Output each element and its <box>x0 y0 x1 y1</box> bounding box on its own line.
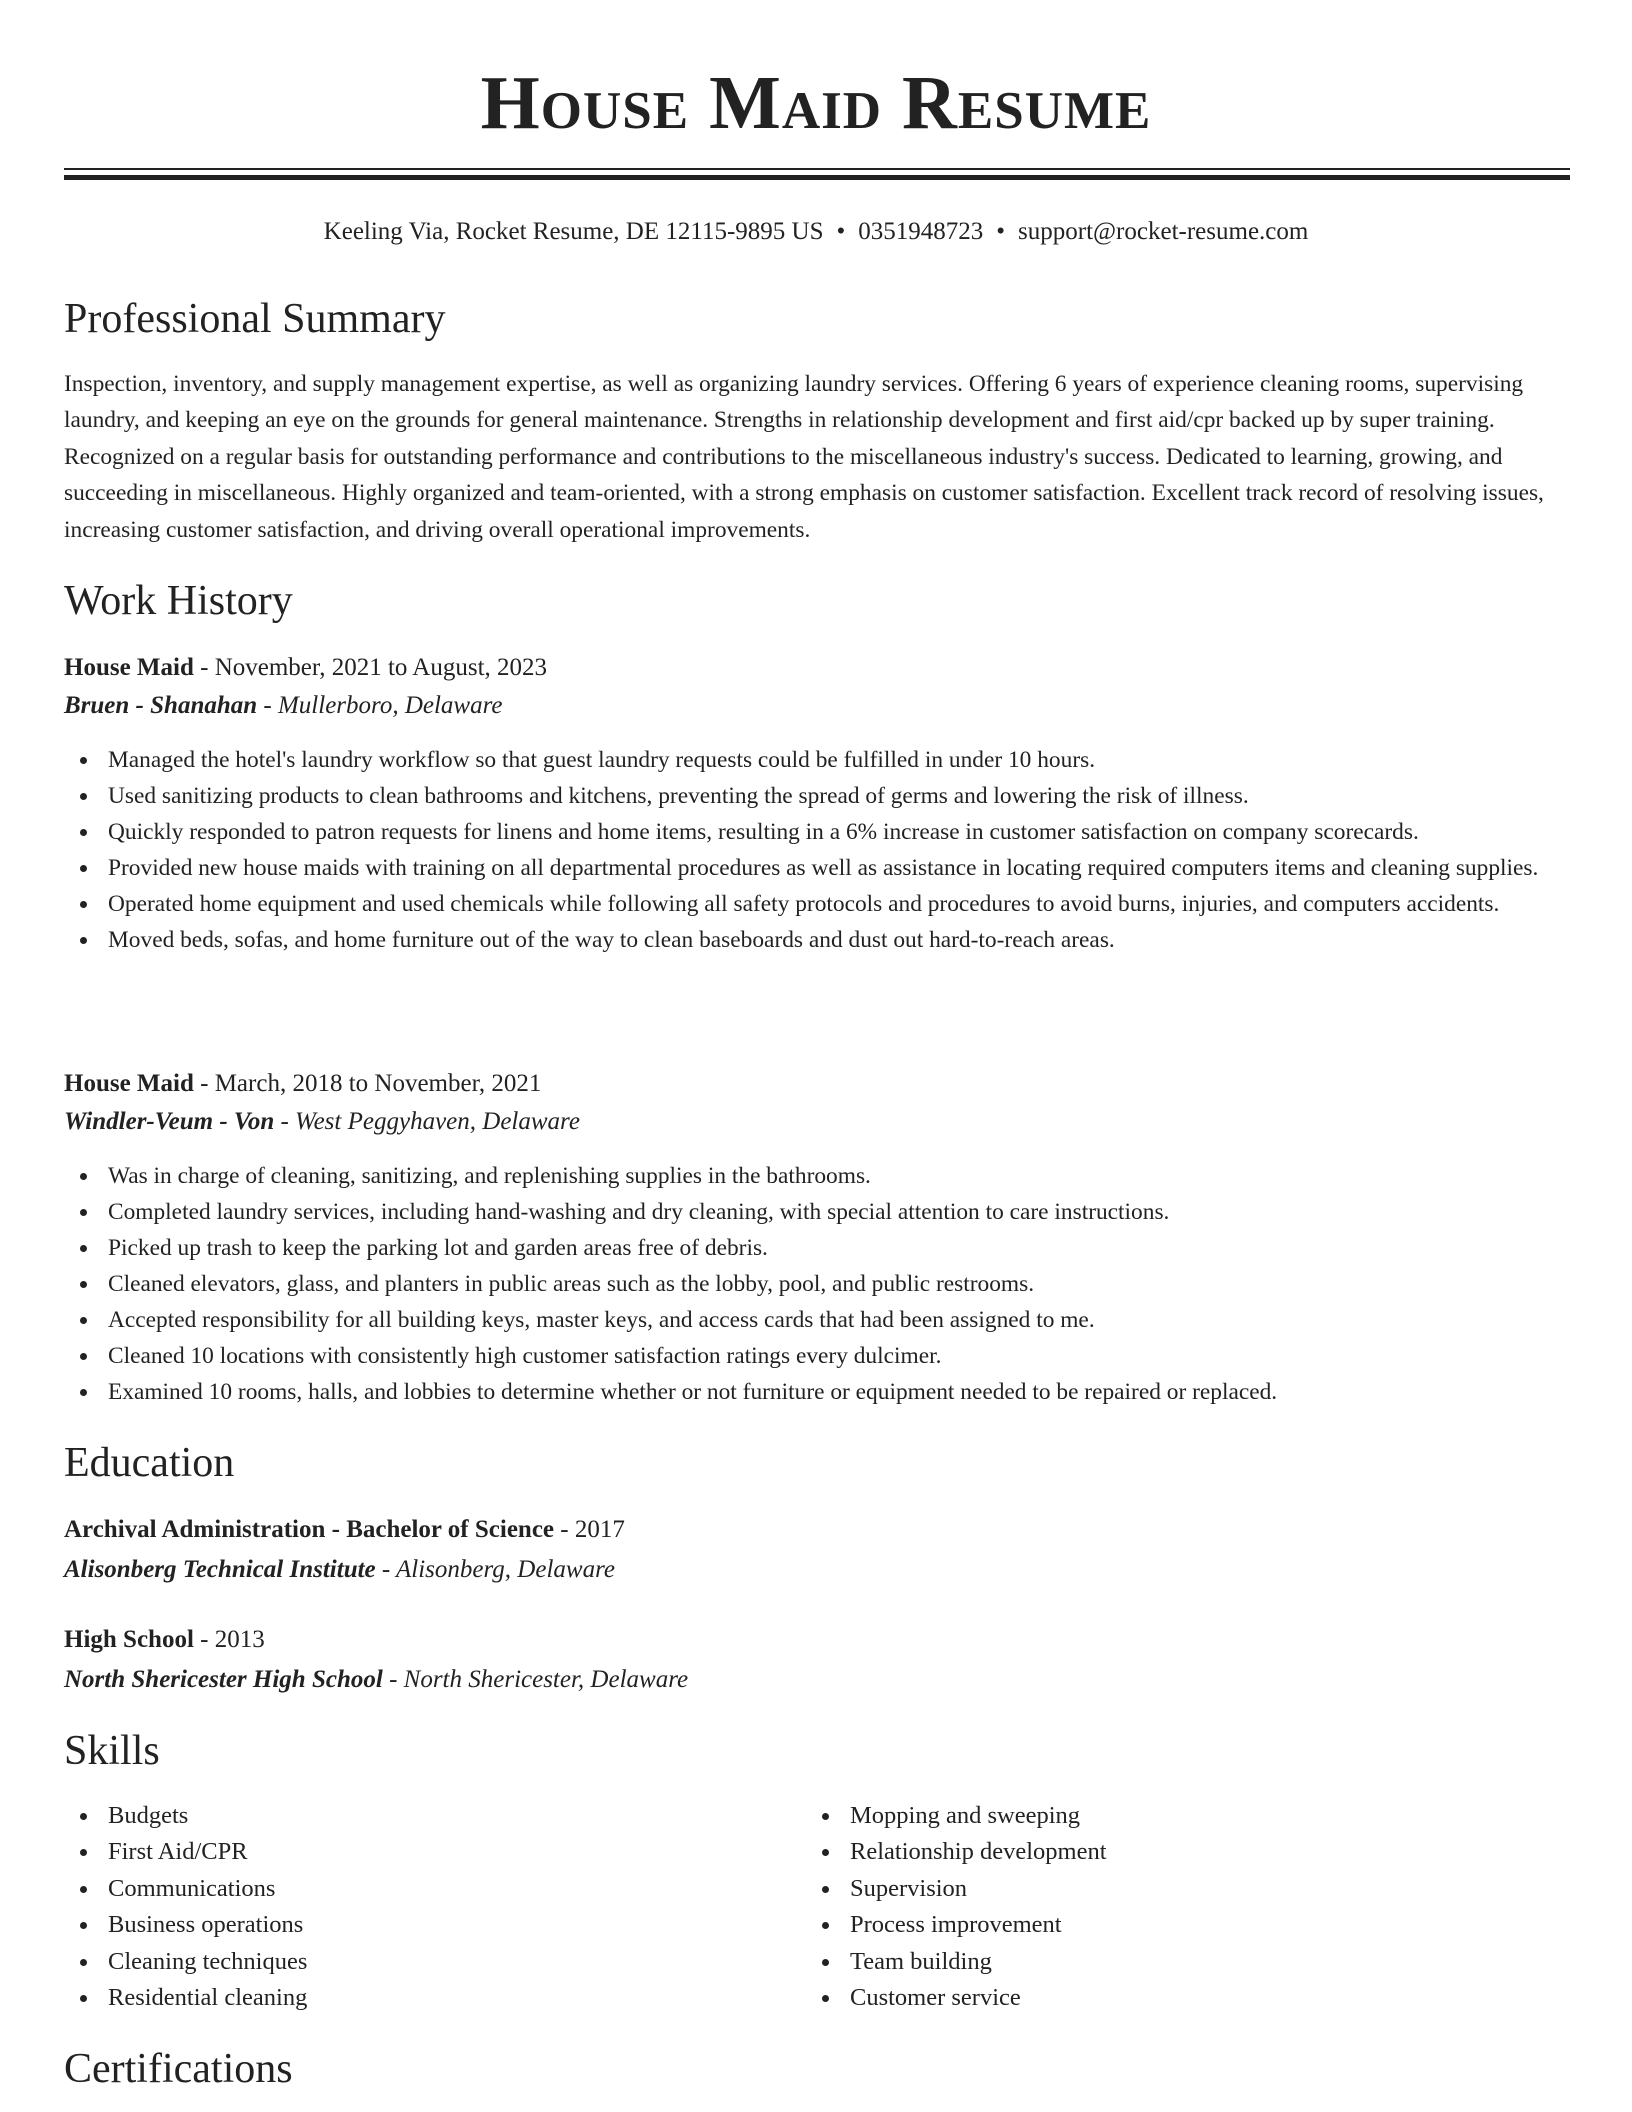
skills-list-left <box>64 1798 764 2016</box>
education-year: - 2017 <box>554 1516 625 1543</box>
education-location: - Alisonberg, Delaware <box>375 1556 615 1583</box>
job-employer-line <box>64 690 503 722</box>
list-item: Moved beds, sofas, and home furniture out of the way to clean baseboards and dust out hard-to-reach areas. <box>64 922 1576 958</box>
job-location: - Mullerboro, Delaware <box>257 692 503 719</box>
job-location: - West Peggyhaven, Delaware <box>274 1108 580 1135</box>
education-school-line <box>64 1664 688 1696</box>
section-heading-summary: Professional Summary <box>64 296 446 342</box>
list-item: Examined 10 rooms, halls, and lobbies to determine whether or not furniture or equipment needed to be repaired or replaced. <box>64 1374 1576 1410</box>
job-title: House Maid <box>64 1070 194 1097</box>
contact-address: Keeling Via, Rocket Resume, DE 12115-9895 US <box>323 218 824 245</box>
contact-email: support@rocket-resume.com <box>1018 218 1309 245</box>
skill-item: First Aid/CPR <box>64 1834 764 1870</box>
education-degree-line <box>64 1514 625 1546</box>
education-degree: High School <box>64 1626 194 1653</box>
education-school-line <box>64 1554 615 1586</box>
job-title-line <box>64 1068 541 1100</box>
skill-item: Customer service <box>806 1980 1506 2016</box>
section-heading-skills: Skills <box>64 1728 160 1774</box>
section-heading-work-history: Work History <box>64 578 293 624</box>
education-school: North Shericester High School <box>64 1666 383 1693</box>
list-item: Accepted responsibility for all building keys, master keys, and access cards that had been assigned to me. <box>64 1302 1576 1338</box>
contact-phone: 0351948723 <box>858 218 984 245</box>
skill-item: Residential cleaning <box>64 1980 764 2016</box>
list-item: Managed the hotel's laundry workflow so that guest laundry requests could be fulfilled in under 10 hours. <box>64 742 1576 778</box>
skills-list-right <box>806 1798 1506 2016</box>
job-bullet-list <box>64 1158 1576 1410</box>
contact-separator: • <box>836 218 846 245</box>
list-item: Cleaned 10 locations with consistently high customer satisfaction ratings every dulcimer. <box>64 1338 1576 1374</box>
job-title: House Maid <box>64 654 194 681</box>
list-item: Was in charge of cleaning, sanitizing, and replenishing supplies in the bathrooms. <box>64 1158 1576 1194</box>
resume-title: House Maid Resume <box>480 61 1152 145</box>
skill-item: Communications <box>64 1871 764 1907</box>
job-dates: - November, 2021 to August, 2023 <box>193 654 548 681</box>
job-dates: - March, 2018 to November, 2021 <box>193 1070 542 1097</box>
section-heading-certifications: Certifications <box>64 2046 293 2092</box>
list-item: Quickly responded to patron requests for linens and home items, resulting in a 6% increase in customer satisfaction on company scorecards. <box>64 814 1576 850</box>
list-item: Cleaned elevators, glass, and planters in public areas such as the lobby, pool, and public restrooms. <box>64 1266 1576 1302</box>
list-item: Operated home equipment and used chemicals while following all safety protocols and procedures to avoid burns, injuries, and computers accidents. <box>64 886 1576 922</box>
title-rule-thick <box>64 175 1570 180</box>
skill-item: Process improvement <box>806 1907 1506 1943</box>
education-school: Alisonberg Technical Institute <box>64 1556 376 1583</box>
job-bullet-list <box>64 742 1576 958</box>
education-location: - North Shericester, Delaware <box>382 1666 689 1693</box>
list-item: Provided new house maids with training on all departmental procedures as well as assistance in locating required computers items and cleaning supplies. <box>64 850 1576 886</box>
education-degree: Archival Administration - Bachelor of Science <box>64 1516 555 1543</box>
skill-item: Cleaning techniques <box>64 1944 764 1980</box>
skill-item: Team building <box>806 1944 1506 1980</box>
title-rule-thin <box>64 168 1570 170</box>
list-item: Picked up trash to keep the parking lot and garden areas free of debris. <box>64 1230 1576 1266</box>
education-degree-line <box>64 1624 265 1656</box>
skill-item: Supervision <box>806 1871 1506 1907</box>
summary-text: Inspection, inventory, and supply management expertise, as well as organizing laundry services. Offering 6 years of experience cleaning rooms, supervising laundry, and keeping an eye on the grounds for general maintenance. Strengths in relationship development and first aid/cpr backed up by super training. Recognized on a regular basis for outstanding performance and contributions to the miscellaneous industry's success. Dedicated to learning, growing, and succeeding in miscellaneous. Highly organized and team-oriented, with a strong emphasis on customer satisfaction. Excellent track record of resolving issues, increasing customer satisfaction, and driving overall operational improvements. <box>64 371 1544 543</box>
education-year: - 2013 <box>193 1626 265 1653</box>
job-title-line <box>64 652 547 684</box>
list-item: Completed laundry services, including hand-washing and dry cleaning, with special attention to care instructions. <box>64 1194 1576 1230</box>
section-heading-education: Education <box>64 1440 235 1486</box>
skill-item: Mopping and sweeping <box>806 1798 1506 1834</box>
contact-line <box>0 216 1632 248</box>
skill-item: Budgets <box>64 1798 764 1834</box>
job-employer: Bruen - Shanahan <box>64 692 258 719</box>
job-employer-line <box>64 1106 580 1138</box>
skill-item: Relationship development <box>806 1834 1506 1870</box>
list-item: Used sanitizing products to clean bathrooms and kitchens, preventing the spread of germs and lowering the risk of illness. <box>64 778 1576 814</box>
skill-item: Business operations <box>64 1907 764 1943</box>
contact-separator: • <box>996 218 1006 245</box>
job-employer: Windler-Veum - Von <box>64 1108 275 1135</box>
